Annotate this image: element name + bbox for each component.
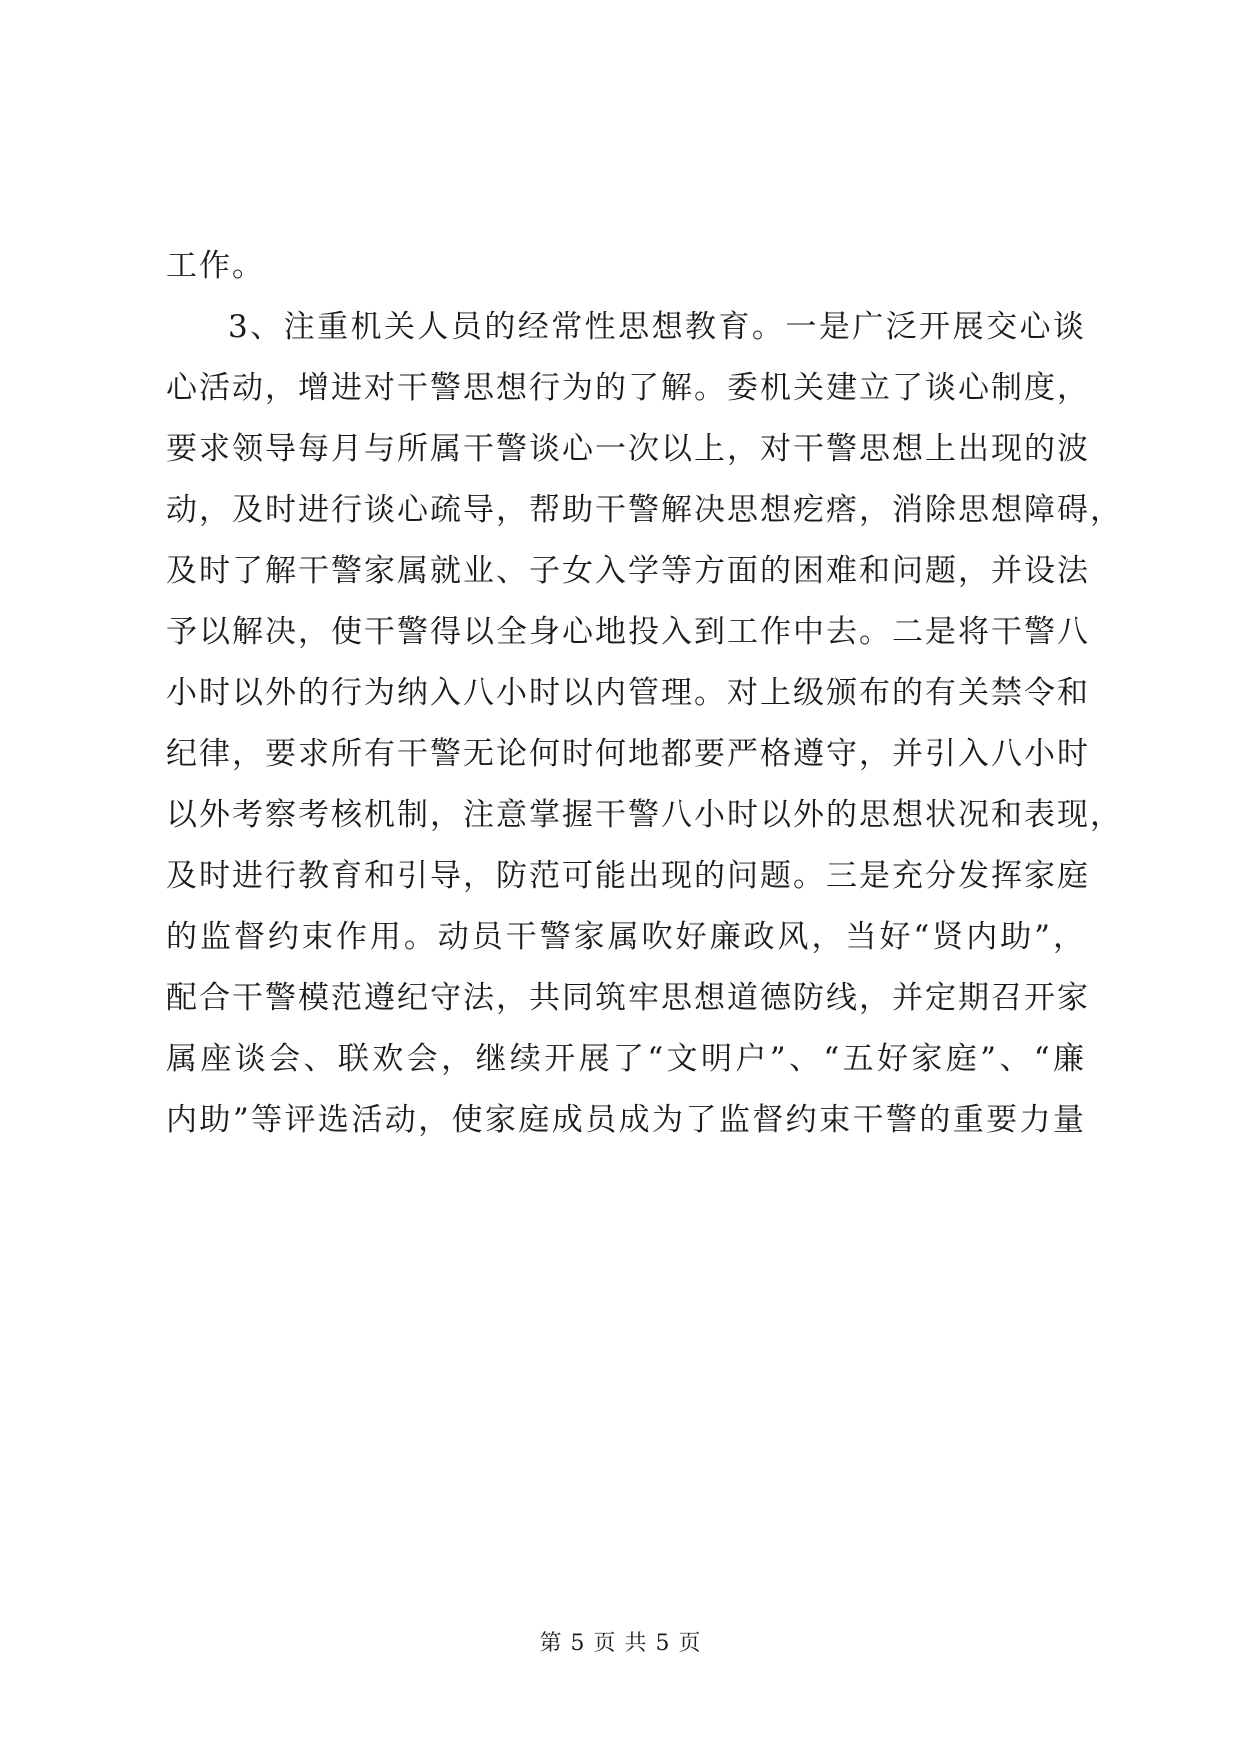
text-line: 及时进行教育和引导，防范可能出现的问题。三是充分发挥家庭	[166, 858, 1090, 894]
text-line: 工作。	[166, 248, 265, 284]
body-text	[166, 236, 1123, 1151]
text-line: 纪律，要求所有干警无论何时何地都要严格遵守，并引入八小时	[166, 736, 1090, 772]
page-number: 第 5 页 共 5 页	[539, 1631, 702, 1656]
text-line: 内助”等评选活动，使家庭成员成为了监督约束干警的重要力量	[166, 1102, 1086, 1138]
text-line: 属座谈会、联欢会，继续开展了“文明户”、“五好家庭”、“廉	[166, 1041, 1086, 1077]
text-line: 予以解决，使干警得以全身心地投入到工作中去。二是将干警八	[166, 614, 1090, 650]
text-line: 要求领导每月与所属干警谈心一次以上，对干警思想上出现的波	[166, 431, 1090, 467]
text-line: 小时以外的行为纳入八小时以内管理。对上级颁布的有关禁令和	[166, 675, 1090, 711]
text-line: 及时了解干警家属就业、子女入学等方面的困难和问题，并设法	[166, 553, 1090, 589]
page-footer	[0, 1626, 1241, 1657]
text-line: 以外考察考核机制，注意掌握干警八小时以外的思想状况和表现，	[166, 797, 1123, 833]
text-line: 心活动，增进对干警思想行为的了解。委机关建立了谈心制度，	[166, 370, 1090, 406]
text-line: 配合干警模范遵纪守法，共同筑牢思想道德防线，并定期召开家	[166, 980, 1090, 1016]
paragraph-first-line: 3、注重机关人员的经常性思想教育。一是广泛开展交心谈	[228, 309, 1086, 345]
text-line: 动，及时进行谈心疏导，帮助干警解决思想疙瘩，消除思想障碍，	[166, 492, 1123, 528]
text-line: 的监督约束作用。动员干警家属吹好廉政风，当好“贤内助”，	[166, 919, 1086, 955]
